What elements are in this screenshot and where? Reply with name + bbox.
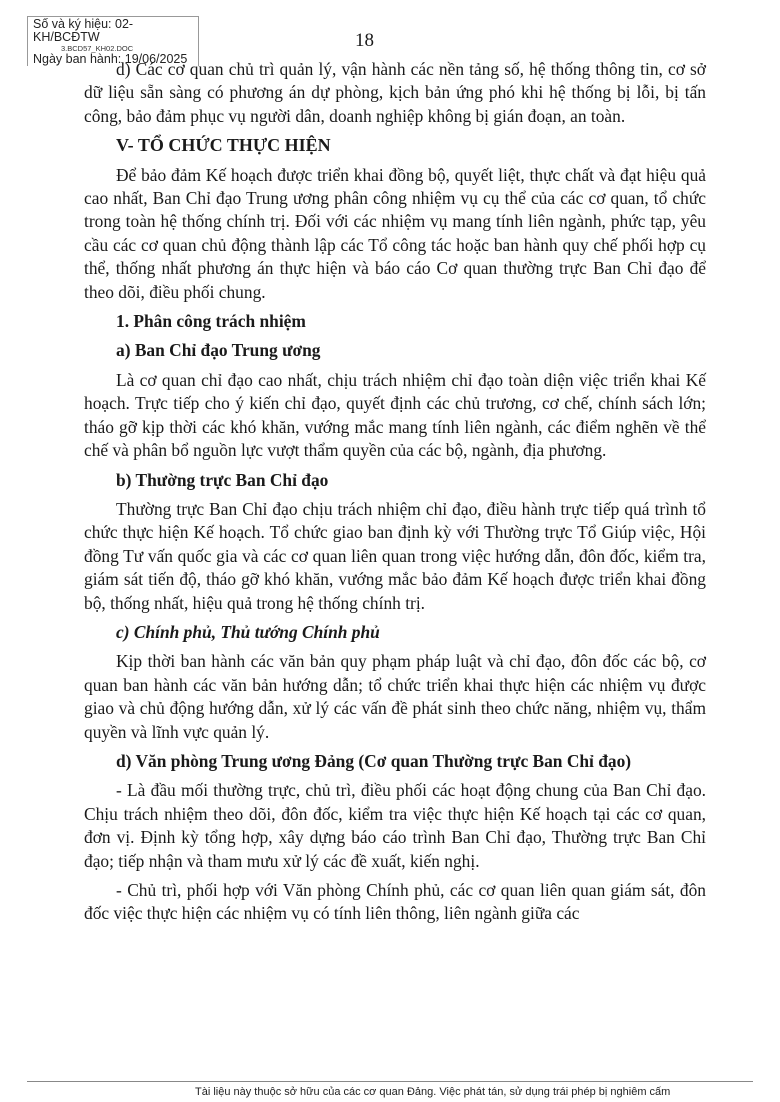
paragraph: Thường trực Ban Chỉ đạo chịu trách nhiệm chỉ đạo, điều hành trực tiếp quá trình tổ chức thực hiện Kế hoạch. Tổ chức giao ban định kỳ với Thường trực Tổ Giúp việc, Hội đồng Tư vấn quốc gia và các cơ quan liên quan trong việc hướng dẫn, đôn đốc, kiểm tra, giám sát tiến độ, tháo gỡ khó khăn, vướng mắc bảo đảm Kế hoạch được triển khai đồng bộ, thống nhất, hiệu quả trong hệ thống chính trị. <box>84 498 706 613</box>
paragraph: d) Các cơ quan chủ trì quản lý, vận hành các nền tảng số, hệ thống thông tin, cơ sở dữ liệu sẵn sàng có phương án dự phòng, kịch bản ứng phó khi hệ thống bị lỗi, bị tấn công, bảo đảm phục vụ người dân, doanh nghiệp không bị gián đoạn, an toàn. <box>84 59 706 126</box>
paragraph: - Chủ trì, phối hợp với Văn phòng Chính phủ, các cơ quan liên quan giám sát, đôn đốc việc thực hiện các nhiệm vụ có tính liên thông, liên ngành giữa các <box>84 880 706 924</box>
subsection-heading: a) Ban Chỉ đạo Trung ương <box>116 340 321 361</box>
paragraph: - Là đầu mối thường trực, chủ trì, điều phối các hoạt động chung của Ban Chỉ đạo. Chịu trách nhiệm theo dõi, đôn đốc, kiểm tra việc thực hiện Kế hoạch tại các cơ quan, đơn vị. Định kỳ tổng hợp, xây dựng báo cáo trình Ban Chỉ đạo, Thường trực Ban Chỉ đạo; tiếp nhận và tham mưu xử lý các đề xuất, kiến nghị. <box>84 780 706 871</box>
page-number: 18 <box>355 30 374 51</box>
subsection-heading: b) Thường trực Ban Chỉ đạo <box>116 469 329 490</box>
paragraph: Kịp thời ban hành các văn bản quy phạm pháp luật và chỉ đạo, đôn đốc các bộ, cơ quan ban hành các văn bản hướng dẫn; tổ chức triển khai thực hiện các nhiệm vụ được giao và chủ động hướng dẫn, xử lý các vấn đề phát sinh theo chức năng, nhiệm vụ, thẩm quyền và lĩnh vực quản lý. <box>84 651 706 742</box>
subsection-heading: c) Chính phủ, Thủ tướng Chính phủ <box>116 621 380 642</box>
paragraph: Là cơ quan chỉ đạo cao nhất, chịu trách nhiệm chỉ đạo toàn diện việc triển khai Kế hoạch. Trực tiếp cho ý kiến chỉ đạo, quyết định các chủ trương, cơ chế, chính sách lớn; tháo gỡ kịp thời các khó khăn, vướng mắc mang tính liên ngành, các điểm nghẽn về thể chế và phân bổ nguồn lực vượt thẩm quyền của các bộ, ngành, địa phương. <box>84 369 706 461</box>
section-heading: V- TỔ CHỨC THỰC HIỆN <box>116 135 331 156</box>
subsection-heading: d) Văn phòng Trung ương Đảng (Cơ quan Thường trực Ban Chỉ đạo) <box>116 750 632 771</box>
file-name: 3.BCD57_KH02.DOC <box>61 44 134 53</box>
document-body <box>84 58 706 932</box>
issue-date: Ngày ban hành: 19/06/2025 <box>33 52 188 66</box>
document-number: Số và ký hiệu: 02-KH/BCĐTW <box>33 17 134 44</box>
footer-notice: Tài liệu này thuộc sở hữu của các cơ quan Đảng. Việc phát tán, sử dụng trái phép bị nghiêm cấm <box>195 1086 671 1098</box>
paragraph: Để bảo đảm Kế hoạch được triển khai đồng bộ, quyết liệt, thực chất và đạt hiệu quả cao nhất, Ban Chỉ đạo Trung ương phân công nhiệm vụ cụ thể của các cơ quan, tổ chức trong toàn hệ thống chính trị. Đối với các nhiệm vụ mang tính liên ngành, phức tạp, yêu cầu các cơ quan chủ động thành lập các Tổ công tác hoặc ban hành quy chế phối hợp cụ thể, thống nhất phương án thực hiện và báo cáo Cơ quan thường trực Ban Chỉ đạo để theo dõi, điều phối chung. <box>84 164 706 302</box>
subsection-heading: 1. Phân công trách nhiệm <box>116 311 306 332</box>
footer-divider <box>27 1081 753 1082</box>
